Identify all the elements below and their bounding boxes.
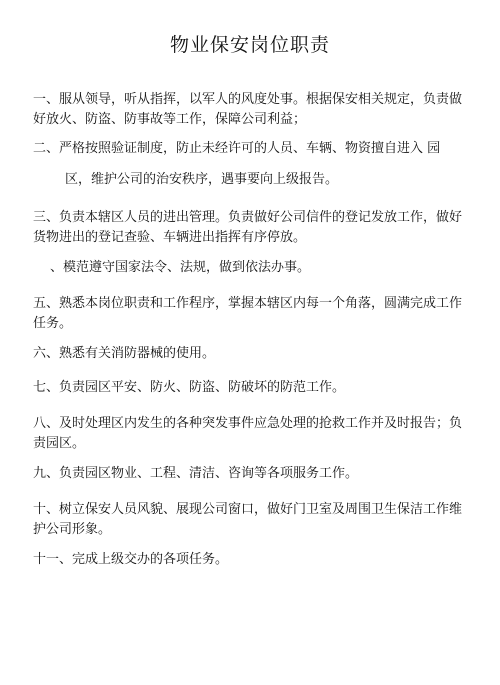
- duty-item-6: 六、熟悉有关消防器械的使用。: [33, 346, 216, 361]
- duty-item-3: 三、负责本辖区人员的进出管理。负责做好公司信件的登记发放工作，做好货物进出的登记查验、车辆进出指挥有序停放。: [33, 210, 463, 245]
- duty-item-2-continuation: 区，维护公司的治安秩序，遇事要向上级报告。: [65, 172, 339, 187]
- duty-item-11: 十一、完成上级交办的各项任务。: [33, 552, 229, 567]
- duty-item-5: 五、熟悉本岗位职责和工作程序，掌握本辖区内每一个角落，圆满完成工作任务。: [33, 296, 463, 331]
- duty-item-1: 一、服从领导，听从指挥，以军人的风度处事。根据保安相关规定，负责做好放火、防盗、防事故等工作，保障公司利益；: [33, 92, 463, 127]
- page-title: 物业保安岗位职责: [169, 34, 330, 56]
- duty-item-2: 二、严格按照验证制度，防止未经许可的人员、车辆、物资擅自进入 园: [33, 141, 441, 156]
- duty-item-4: 、模范遵守国家法令、法规，做到依法办事。: [50, 260, 311, 275]
- duty-item-9: 九、负责园区物业、工程、清洁、咨询等各项服务工作。: [33, 466, 359, 481]
- duty-item-10: 十、树立保安人员风貌、展现公司窗口，做好门卫室及周围卫生保洁工作维护公司形象。: [33, 502, 463, 537]
- duty-item-7: 七、负责园区平安、防火、防盗、防破坏的防范工作。: [33, 380, 346, 395]
- duty-item-8: 八、及时处理区内发生的各种突发事件应急处理的抢救工作并及时报告；负责园区。: [33, 416, 463, 451]
